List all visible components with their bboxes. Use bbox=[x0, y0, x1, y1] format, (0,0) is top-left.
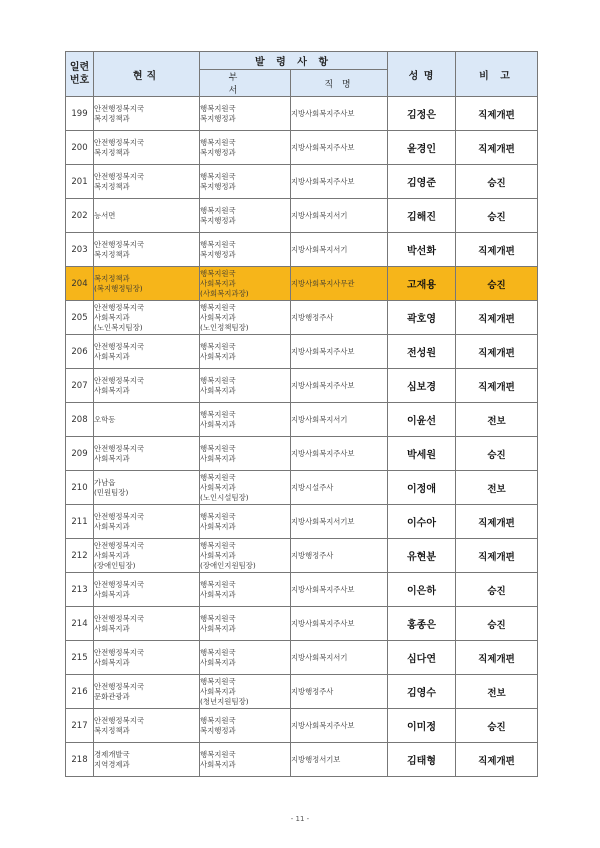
department-cell bbox=[200, 539, 291, 573]
current-post-line: 사회복지과 bbox=[94, 351, 130, 361]
current-post-cell bbox=[94, 267, 200, 301]
table-row bbox=[66, 403, 538, 437]
current-post-line: (장애인팀장) bbox=[94, 560, 136, 570]
remarks-cell: 직제개편 bbox=[456, 301, 538, 335]
current-post-cell bbox=[94, 369, 200, 403]
header-number: 번호 bbox=[69, 75, 90, 86]
department-line: 사회복지과 bbox=[200, 589, 236, 599]
department-line: 복지행정과 bbox=[200, 725, 236, 735]
table-row bbox=[66, 267, 538, 301]
department-line: 사회복지과 bbox=[200, 482, 236, 492]
current-post-line: 안전행정복지국 bbox=[94, 511, 144, 521]
header-row bbox=[66, 52, 538, 70]
name-cell: 이은하 bbox=[388, 573, 456, 607]
serial-number-cell: 203 bbox=[66, 233, 94, 267]
department-cell bbox=[200, 505, 291, 539]
position-cell: 지방사회복지서기 bbox=[291, 641, 388, 675]
table-row bbox=[66, 573, 538, 607]
department-line: 행복지원국 bbox=[200, 341, 236, 351]
table-row bbox=[66, 607, 538, 641]
name-cell: 심다연 bbox=[388, 641, 456, 675]
table-row bbox=[66, 437, 538, 471]
position-cell: 지방사회복지주사보 bbox=[291, 437, 388, 471]
current-post-line: 안전행정복지국 bbox=[94, 715, 144, 725]
department-line: (청년지원팀장) bbox=[200, 696, 249, 706]
remarks-cell: 전보 bbox=[456, 403, 538, 437]
current-post-line: 사회복지과 bbox=[94, 385, 130, 395]
department-line: 복지행정과 bbox=[200, 113, 236, 123]
current-post-cell bbox=[94, 675, 200, 709]
name-cell: 김해진 bbox=[388, 199, 456, 233]
current-post-line: 안전행정복지국 bbox=[94, 103, 144, 113]
name-cell: 윤경인 bbox=[388, 131, 456, 165]
serial-number-cell: 204 bbox=[66, 267, 94, 301]
name-cell: 김정은 bbox=[388, 97, 456, 131]
remarks-cell: 직제개편 bbox=[456, 641, 538, 675]
current-post-cell bbox=[94, 641, 200, 675]
current-post-cell bbox=[94, 131, 200, 165]
current-post-cell bbox=[94, 743, 200, 777]
name-cell: 김영수 bbox=[388, 675, 456, 709]
department-line: 행복지원국 bbox=[200, 749, 236, 759]
header-remarks: 비 고 bbox=[456, 52, 538, 97]
remarks-cell: 직제개편 bbox=[456, 97, 538, 131]
table-row bbox=[66, 199, 538, 233]
current-post-line: 안전행정복지국 bbox=[94, 579, 144, 589]
table-row bbox=[66, 675, 538, 709]
serial-number-cell: 218 bbox=[66, 743, 94, 777]
table-row bbox=[66, 233, 538, 267]
current-post-line: 사회복지과 bbox=[94, 589, 130, 599]
current-post-line: (노인복지팀장) bbox=[94, 322, 143, 332]
current-post-cell bbox=[94, 607, 200, 641]
header-position: 직 명 bbox=[291, 70, 388, 97]
current-post-cell bbox=[94, 539, 200, 573]
remarks-cell: 승진 bbox=[456, 267, 538, 301]
current-post-line: 복지정책과 bbox=[94, 147, 130, 157]
current-post-line: 복지정책과 bbox=[94, 273, 130, 283]
department-cell bbox=[200, 743, 291, 777]
current-post-line: (복지행정팀장) bbox=[94, 283, 143, 293]
serial-number-cell: 210 bbox=[66, 471, 94, 505]
remarks-cell: 전보 bbox=[456, 471, 538, 505]
department-cell bbox=[200, 267, 291, 301]
department-line: 행복지원국 bbox=[200, 613, 236, 623]
current-post-line: 안전행정복지국 bbox=[94, 540, 144, 550]
current-post-line: 안전행정복지국 bbox=[94, 443, 144, 453]
header-appointment: 발 령 사 항 bbox=[200, 52, 388, 70]
remarks-cell: 전보 bbox=[456, 675, 538, 709]
department-line: 행복지원국 bbox=[200, 540, 236, 550]
current-post-line: 안전행정복지국 bbox=[94, 681, 144, 691]
table-row bbox=[66, 335, 538, 369]
department-cell bbox=[200, 607, 291, 641]
position-cell: 지방사회복지주사보 bbox=[291, 573, 388, 607]
table-row bbox=[66, 539, 538, 573]
current-post-cell bbox=[94, 199, 200, 233]
department-line: 행복지원국 bbox=[200, 579, 236, 589]
current-post-cell bbox=[94, 165, 200, 199]
serial-number-cell: 217 bbox=[66, 709, 94, 743]
department-line: 복지행정과 bbox=[200, 181, 236, 191]
roster-body bbox=[66, 52, 538, 777]
position-cell: 지방사회복지주사보 bbox=[291, 97, 388, 131]
remarks-cell: 승진 bbox=[456, 607, 538, 641]
department-line: 행복지원국 bbox=[200, 472, 236, 482]
current-post-line: 문화관광과 bbox=[94, 691, 130, 701]
current-post-cell bbox=[94, 709, 200, 743]
current-post-line: 사회복지과 bbox=[94, 521, 130, 531]
serial-number-cell: 200 bbox=[66, 131, 94, 165]
serial-number-cell: 205 bbox=[66, 301, 94, 335]
department-line: 행복지원국 bbox=[200, 171, 236, 181]
serial-number-cell: 202 bbox=[66, 199, 94, 233]
remarks-cell: 직제개편 bbox=[456, 369, 538, 403]
remarks-cell: 승진 bbox=[456, 199, 538, 233]
position-cell: 지방사회복지주사보 bbox=[291, 165, 388, 199]
table-row bbox=[66, 165, 538, 199]
position-cell: 지방시설주사 bbox=[291, 471, 388, 505]
department-cell bbox=[200, 573, 291, 607]
name-cell: 이미정 bbox=[388, 709, 456, 743]
department-line: 행복지원국 bbox=[200, 268, 236, 278]
name-cell: 곽호영 bbox=[388, 301, 456, 335]
department-cell bbox=[200, 641, 291, 675]
department-line: 사회복지과 bbox=[200, 453, 236, 463]
department-line: 행복지원국 bbox=[200, 239, 236, 249]
current-post-line: 사회복지과 bbox=[94, 550, 130, 560]
remarks-cell: 승진 bbox=[456, 437, 538, 471]
serial-number-cell: 199 bbox=[66, 97, 94, 131]
current-post-line: 복지정책과 bbox=[94, 113, 130, 123]
department-line: 행복지원국 bbox=[200, 137, 236, 147]
current-post-line: 복지정책과 bbox=[94, 181, 130, 191]
current-post-line: 능서면 bbox=[94, 210, 116, 220]
department-cell bbox=[200, 165, 291, 199]
name-cell: 고재용 bbox=[388, 267, 456, 301]
serial-number-cell: 216 bbox=[66, 675, 94, 709]
table-row bbox=[66, 97, 538, 131]
department-line: (노인시설팀장) bbox=[200, 492, 249, 502]
current-post-cell bbox=[94, 573, 200, 607]
current-post-line: 경제개발국 bbox=[94, 749, 130, 759]
serial-number-cell: 212 bbox=[66, 539, 94, 573]
position-cell: 지방사회복지주사보 bbox=[291, 607, 388, 641]
current-post-line: 안전행정복지국 bbox=[94, 137, 144, 147]
department-line: 사회복지과 bbox=[200, 351, 236, 361]
serial-number-cell: 215 bbox=[66, 641, 94, 675]
name-cell: 박세원 bbox=[388, 437, 456, 471]
department-cell bbox=[200, 709, 291, 743]
department-line: 복지행정과 bbox=[200, 147, 236, 157]
remarks-cell: 직제개편 bbox=[456, 743, 538, 777]
department-line: (노인정책팀장) bbox=[200, 322, 249, 332]
department-line: 사회복지과 bbox=[200, 521, 236, 531]
department-cell bbox=[200, 131, 291, 165]
department-line: 사회복지과 bbox=[200, 759, 236, 769]
current-post-line: 복지정책과 bbox=[94, 725, 130, 735]
position-cell: 지방사회복지사무관 bbox=[291, 267, 388, 301]
remarks-cell: 직제개편 bbox=[456, 539, 538, 573]
current-post-line: 복지정책과 bbox=[94, 249, 130, 259]
current-post-line: 사회복지과 bbox=[94, 312, 130, 322]
department-line: 행복지원국 bbox=[200, 409, 236, 419]
department-cell bbox=[200, 97, 291, 131]
department-line: 행복지원국 bbox=[200, 715, 236, 725]
header-current-post: 현직 bbox=[94, 52, 200, 97]
remarks-cell: 직제개편 bbox=[456, 233, 538, 267]
department-cell bbox=[200, 403, 291, 437]
position-cell: 지방사회복지서기 bbox=[291, 233, 388, 267]
position-cell: 지방사회복지주사보 bbox=[291, 335, 388, 369]
table-row bbox=[66, 641, 538, 675]
name-cell: 유현분 bbox=[388, 539, 456, 573]
department-line: 사회복지과 bbox=[200, 686, 236, 696]
serial-number-cell: 206 bbox=[66, 335, 94, 369]
name-cell: 이수아 bbox=[388, 505, 456, 539]
remarks-cell: 승진 bbox=[456, 165, 538, 199]
current-post-cell bbox=[94, 335, 200, 369]
serial-number-cell: 209 bbox=[66, 437, 94, 471]
position-cell: 지방사회복지서기 bbox=[291, 199, 388, 233]
current-post-cell bbox=[94, 233, 200, 267]
table-row bbox=[66, 369, 538, 403]
table-row bbox=[66, 709, 538, 743]
department-line: 행복지원국 bbox=[200, 103, 236, 113]
position-cell: 지방사회복지서기 bbox=[291, 403, 388, 437]
current-post-line: 가남읍 bbox=[94, 477, 116, 487]
name-cell: 홍종은 bbox=[388, 607, 456, 641]
current-post-line: 안전행정복지국 bbox=[94, 239, 144, 249]
position-cell: 지방사회복지주사보 bbox=[291, 709, 388, 743]
remarks-cell: 승진 bbox=[456, 573, 538, 607]
remarks-cell: 직제개편 bbox=[456, 335, 538, 369]
current-post-line: 안전행정복지국 bbox=[94, 171, 144, 181]
table-row bbox=[66, 301, 538, 335]
position-cell: 지방사회복지주사보 bbox=[291, 369, 388, 403]
current-post-cell bbox=[94, 437, 200, 471]
current-post-line: 사회복지과 bbox=[94, 657, 130, 667]
header-department: 부 서 bbox=[200, 70, 291, 97]
header-serial: 일련 bbox=[69, 62, 90, 73]
current-post-line: 지역경제과 bbox=[94, 759, 130, 769]
name-cell: 심보경 bbox=[388, 369, 456, 403]
current-post-cell bbox=[94, 97, 200, 131]
header-name: 성 명 bbox=[388, 52, 456, 97]
table-row bbox=[66, 131, 538, 165]
table-row bbox=[66, 505, 538, 539]
department-line: 행복지원국 bbox=[200, 676, 236, 686]
serial-number-cell: 214 bbox=[66, 607, 94, 641]
current-post-line: 안전행정복지국 bbox=[94, 341, 144, 351]
position-cell: 지방행정주사 bbox=[291, 301, 388, 335]
position-cell: 지방사회복지주사보 bbox=[291, 131, 388, 165]
page-number: - 11 - bbox=[290, 815, 310, 823]
current-post-line: 안전행정복지국 bbox=[94, 613, 144, 623]
department-line: 행복지원국 bbox=[200, 647, 236, 657]
serial-number-cell: 208 bbox=[66, 403, 94, 437]
department-line: 사회복지과 bbox=[200, 312, 236, 322]
department-line: 사회복지과 bbox=[200, 550, 236, 560]
department-line: 행복지원국 bbox=[200, 205, 236, 215]
position-cell: 지방행정주사 bbox=[291, 539, 388, 573]
department-line: 행복지원국 bbox=[200, 511, 236, 521]
name-cell: 박선화 bbox=[388, 233, 456, 267]
serial-number-cell: 207 bbox=[66, 369, 94, 403]
current-post-line: 사회복지과 bbox=[94, 453, 130, 463]
department-cell bbox=[200, 199, 291, 233]
current-post-cell bbox=[94, 471, 200, 505]
header-serial-cell bbox=[66, 52, 94, 97]
serial-number-cell: 211 bbox=[66, 505, 94, 539]
table-row bbox=[66, 471, 538, 505]
personnel-roster-table bbox=[65, 51, 538, 777]
remarks-cell: 직제개편 bbox=[456, 505, 538, 539]
current-post-line: 오학동 bbox=[94, 414, 116, 424]
current-post-line: 안전행정복지국 bbox=[94, 302, 144, 312]
department-line: 행복지원국 bbox=[200, 443, 236, 453]
name-cell: 김영준 bbox=[388, 165, 456, 199]
department-line: 행복지원국 bbox=[200, 302, 236, 312]
department-cell bbox=[200, 233, 291, 267]
remarks-cell: 직제개편 bbox=[456, 131, 538, 165]
position-cell: 지방사회복지서기보 bbox=[291, 505, 388, 539]
name-cell: 이윤선 bbox=[388, 403, 456, 437]
department-line: 사회복지과 bbox=[200, 623, 236, 633]
department-cell bbox=[200, 301, 291, 335]
department-line: 사회복지과 bbox=[200, 657, 236, 667]
department-cell bbox=[200, 437, 291, 471]
name-cell: 전성원 bbox=[388, 335, 456, 369]
department-line: 사회복지과 bbox=[200, 385, 236, 395]
department-cell bbox=[200, 675, 291, 709]
department-line: 사회복지과 bbox=[200, 419, 236, 429]
current-post-cell bbox=[94, 301, 200, 335]
department-line: 행복지원국 bbox=[200, 375, 236, 385]
current-post-line: 안전행정복지국 bbox=[94, 647, 144, 657]
department-cell bbox=[200, 369, 291, 403]
current-post-line: 안전행정복지국 bbox=[94, 375, 144, 385]
department-line: 복지행정과 bbox=[200, 215, 236, 225]
position-cell: 지방행정서기보 bbox=[291, 743, 388, 777]
current-post-cell bbox=[94, 505, 200, 539]
current-post-cell bbox=[94, 403, 200, 437]
department-line: 사회복지과 bbox=[200, 278, 236, 288]
serial-number-cell: 201 bbox=[66, 165, 94, 199]
current-post-line: (민원팀장) bbox=[94, 487, 129, 497]
department-cell bbox=[200, 471, 291, 505]
serial-number-cell: 213 bbox=[66, 573, 94, 607]
department-line: (장애인지원팀장) bbox=[200, 560, 256, 570]
department-line: 복지행정과 bbox=[200, 249, 236, 259]
name-cell: 김태형 bbox=[388, 743, 456, 777]
remarks-cell: 승진 bbox=[456, 709, 538, 743]
department-cell bbox=[200, 335, 291, 369]
name-cell: 이정애 bbox=[388, 471, 456, 505]
table-row bbox=[66, 743, 538, 777]
position-cell: 지방행정주사 bbox=[291, 675, 388, 709]
department-line: (사회복지과장) bbox=[200, 288, 249, 298]
current-post-line: 사회복지과 bbox=[94, 623, 130, 633]
